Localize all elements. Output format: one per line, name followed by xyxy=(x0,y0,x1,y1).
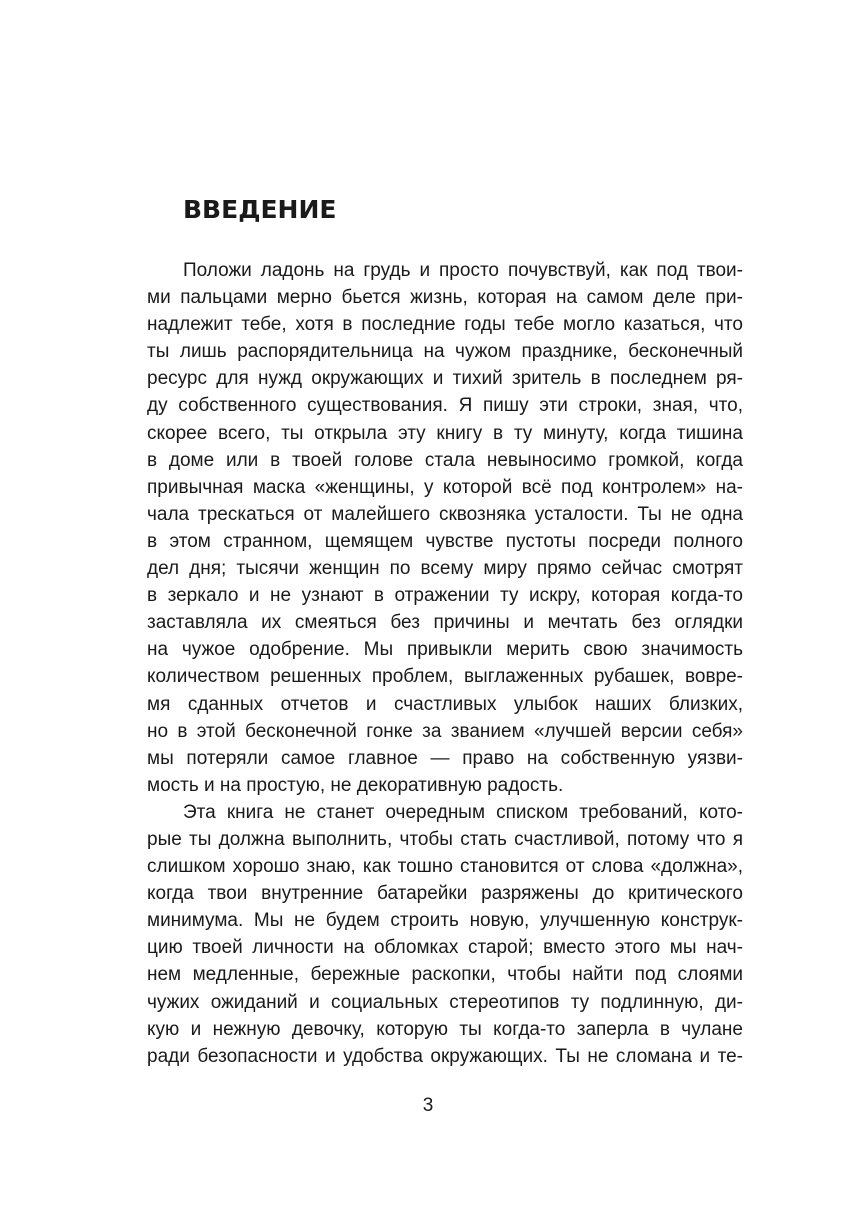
paragraph-line: дел дня; тысячи женщин по всему миру прямо сейчас смотрят xyxy=(147,558,743,580)
paragraph-line: количеством решенных проблем, выглаженных рубашек, вовре- xyxy=(147,666,743,688)
paragraph-line: цию твоей личности на обломках старой; вместо этого мы нач- xyxy=(147,937,743,959)
paragraph-line: мы потеряли самое главное — право на собственную уязви- xyxy=(147,747,743,769)
paragraph-line: мость и на простую, не декоративную радость. xyxy=(147,774,564,796)
paragraph-line: ми пальцами мерно бьется жизнь, которая на самом деле при- xyxy=(147,287,743,309)
paragraph-line: минимума. Мы не будем строить новую, улучшенную конструк- xyxy=(147,910,743,932)
paragraph-line: ресурс для нужд окружающих и тихий зритель в последнем ря- xyxy=(147,368,743,390)
paragraph-line: ты лишь распорядительница на чужом празднике, бесконечный xyxy=(147,341,743,363)
paragraph-line: скорее всего, ты открыла эту книгу в ту минуту, когда тишина xyxy=(147,422,743,444)
paragraph-line: мя сданных отчетов и счастливых улыбок наших близких, xyxy=(147,693,743,715)
paragraph-line: ду собственного существования. Я пишу эти строки, зная, что, xyxy=(147,395,743,417)
paragraph-line: нем медленные, бережные раскопки, чтобы найти под слоями xyxy=(147,964,743,986)
paragraph-line: кую и нежную девочку, которую ты когда-то заперла в чулане xyxy=(147,1018,743,1040)
paragraph-line: слишком хорошо знаю, как тошно становится от слова «должна», xyxy=(147,856,743,878)
page-number: 3 xyxy=(422,1095,434,1116)
paragraph-line: ради безопасности и удобства окружающих. Ты не сломана и те- xyxy=(147,1045,743,1067)
paragraph-line: чужих ожиданий и социальных стереотипов ту подлинную, ди- xyxy=(147,991,743,1013)
chapter-heading: ВВЕДЕНИЕ xyxy=(183,195,337,224)
body-text xyxy=(147,257,743,1070)
paragraph-line: Положи ладонь на грудь и просто почувствуй, как под твои- xyxy=(183,260,743,281)
paragraph-line: в этом странном, щемящем чувстве пустоты посреди полного xyxy=(147,530,743,552)
paragraph-line: в доме или в твоей голове стала невыносимо громкой, когда xyxy=(147,449,743,471)
paragraph-line: на чужое одобрение. Мы привыкли мерить свою значимость xyxy=(147,639,743,661)
paragraph-line: надлежит тебе, хотя в последние годы тебе могло казаться, что xyxy=(147,314,743,336)
paragraph-line: в зеркало и не узнают в отражении ту искру, которая когда-то xyxy=(147,585,743,607)
paragraph-line: Эта книга не станет очередным списком требований, кото- xyxy=(183,801,743,823)
paragraph-line: но в этой бесконечной гонке за званием «лучшей версии себя» xyxy=(147,720,743,742)
paragraph-line: привычная маска «женщины, у которой всё под контролем» на- xyxy=(147,476,743,498)
paragraph-line: заставляла их смеяться без причины и мечтать без оглядки xyxy=(147,612,743,634)
paragraph-line: рые ты должна выполнить, чтобы стать счастливой, потому что я xyxy=(147,828,743,850)
paragraph-line: чала трескаться от малейшего сквозняка усталости. Ты не одна xyxy=(147,503,743,525)
paragraph-line: когда твои внутренние батарейки разряжены до критического xyxy=(147,883,743,905)
